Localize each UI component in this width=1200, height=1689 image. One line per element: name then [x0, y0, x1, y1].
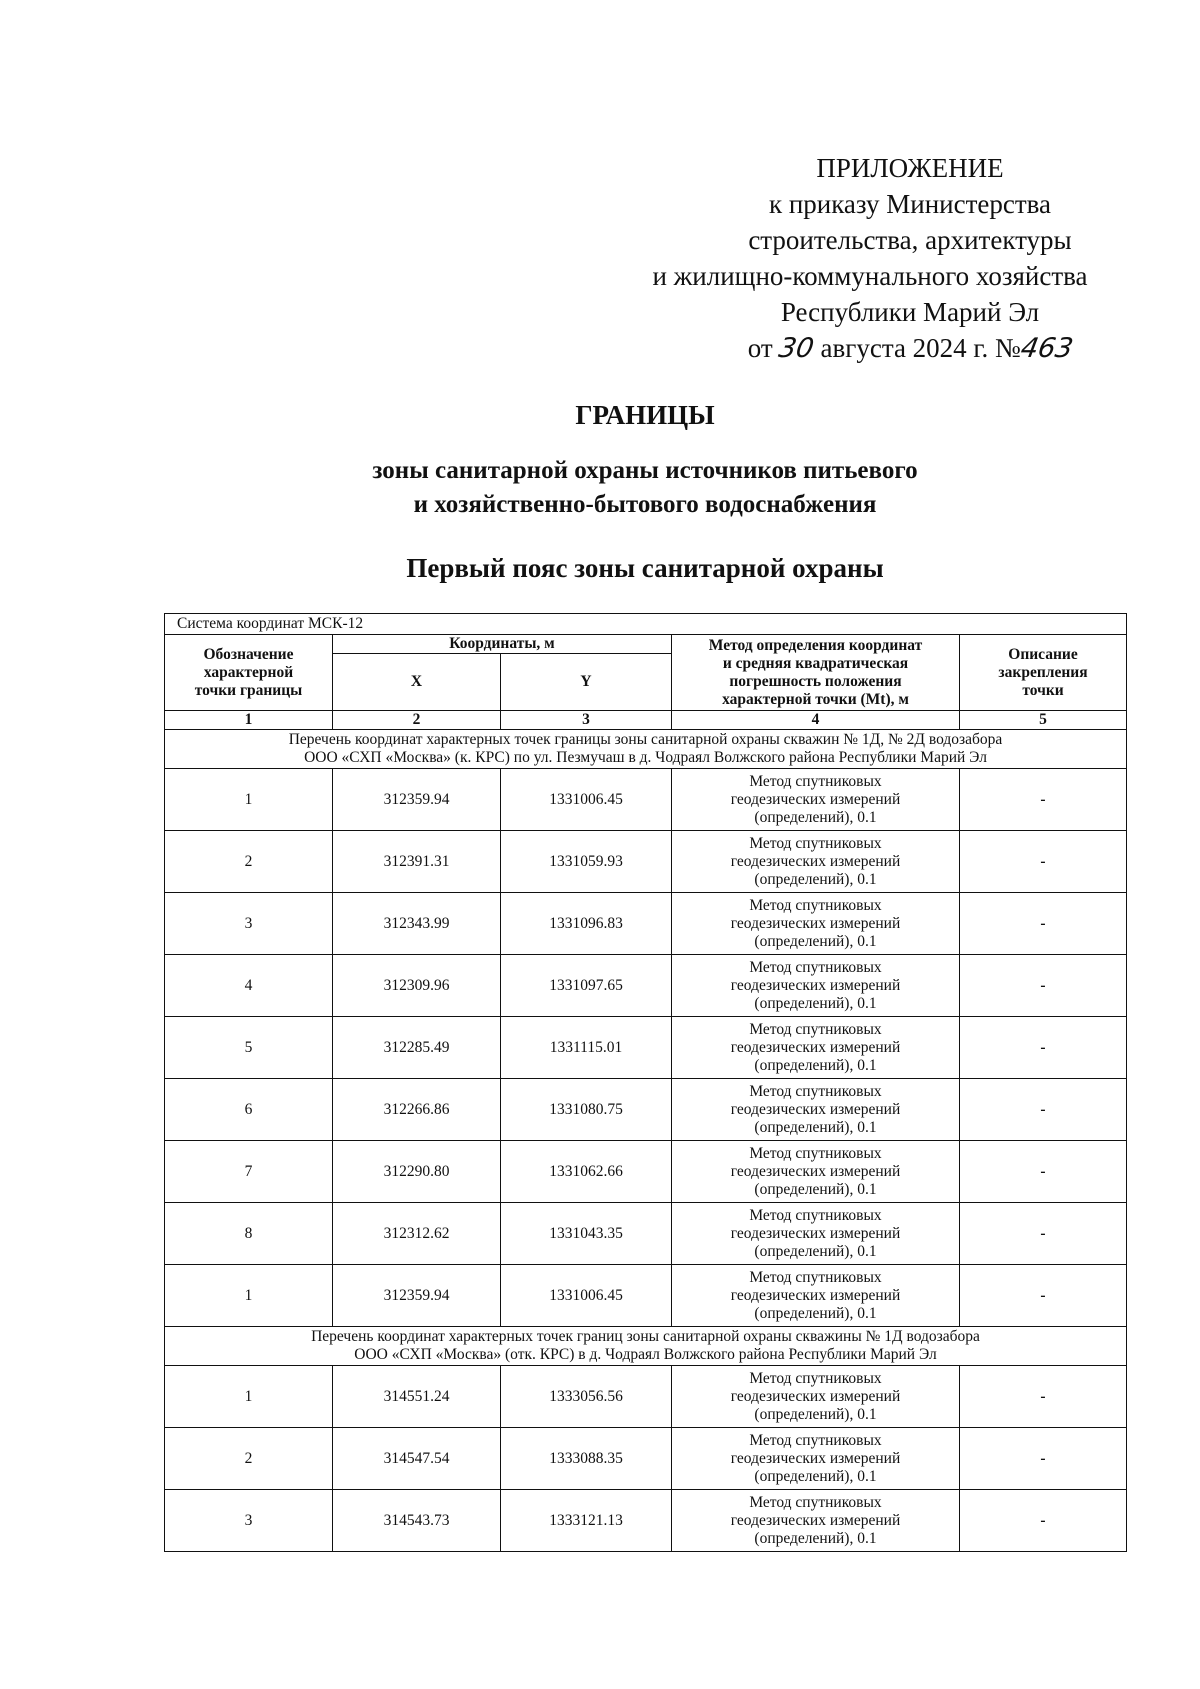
x-coordinate-cell: 312359.94: [333, 1265, 501, 1327]
description-cell: -: [960, 769, 1127, 831]
method-line: (определений), 0.1: [754, 1405, 877, 1423]
header-point-line-1: Обозначение: [203, 645, 294, 663]
column-number-5: 5: [960, 711, 1127, 730]
description-cell: -: [960, 1079, 1127, 1141]
header-x: X: [333, 654, 501, 711]
document-title: ГРАНИЦЫ: [575, 400, 715, 430]
x-coordinate-cell: 312312.62: [333, 1203, 501, 1265]
column-number-3: 3: [501, 711, 672, 730]
method-line: геодезических измерений: [730, 1387, 901, 1405]
method-cell: [672, 893, 960, 955]
method-line: Метод спутниковых: [749, 1144, 882, 1162]
method-line: Метод спутниковых: [749, 1082, 882, 1100]
description-cell: -: [960, 955, 1127, 1017]
method-line: геодезических измерений: [730, 1162, 901, 1180]
column-number-1: 1: [165, 711, 333, 730]
method-cell: [672, 955, 960, 1017]
method-line: (определений), 0.1: [754, 1056, 877, 1074]
header-point: [165, 635, 333, 711]
x-coordinate-cell: 312290.80: [333, 1141, 501, 1203]
table-row: [165, 1428, 1127, 1490]
annex-block: [600, 150, 1140, 367]
annex-day-handwritten: 30: [776, 333, 817, 364]
method-line: Метод спутниковых: [749, 1431, 882, 1449]
method-line: (определений), 0.1: [754, 1242, 877, 1260]
y-coordinate-cell: 1331096.83: [501, 893, 672, 955]
method-line: геодезических измерений: [730, 1449, 901, 1467]
method-cell: [672, 1141, 960, 1203]
method-cell: [672, 1017, 960, 1079]
section1-title-line-1: Перечень координат характерных точек границы зоны санитарной охраны скважин № 1Д, № 2Д водозабора: [288, 731, 1003, 748]
table-row: [165, 769, 1127, 831]
point-number-cell: 3: [165, 1490, 333, 1552]
x-coordinate-cell: 312359.94: [333, 769, 501, 831]
y-coordinate-cell: 1331059.93: [501, 831, 672, 893]
method-line: (определений), 0.1: [754, 1467, 877, 1485]
section1-title-row: [165, 730, 1127, 769]
method-line: геодезических измерений: [730, 1100, 901, 1118]
method-line: Метод спутниковых: [749, 834, 882, 852]
table-row: [165, 1079, 1127, 1141]
y-coordinate-cell: 1331043.35: [501, 1203, 672, 1265]
method-line: Метод спутниковых: [749, 1493, 882, 1511]
subtitle-line-2: и хозяйственно-бытового водоснабжения: [413, 491, 877, 518]
method-line: (определений), 0.1: [754, 1180, 877, 1198]
method-cell: [672, 831, 960, 893]
x-coordinate-cell: 312309.96: [333, 955, 501, 1017]
method-line: (определений), 0.1: [754, 870, 877, 888]
method-line: (определений), 0.1: [754, 1118, 877, 1136]
description-cell: -: [960, 1265, 1127, 1327]
method-line: геодезических измерений: [730, 1511, 901, 1529]
annex-line-2: строительства, архитектуры: [748, 225, 1072, 255]
description-cell: -: [960, 1017, 1127, 1079]
method-line: Метод спутниковых: [749, 896, 882, 914]
document-subtitle: [150, 454, 1140, 522]
x-coordinate-cell: 314551.24: [333, 1366, 501, 1428]
description-cell: -: [960, 831, 1127, 893]
method-line: геодезических измерений: [730, 852, 901, 870]
y-coordinate-cell: 1333121.13: [501, 1490, 672, 1552]
table-row: [165, 1265, 1127, 1327]
method-line: Метод спутниковых: [749, 1020, 882, 1038]
subtitle-line-1: зоны санитарной охраны источников питьевого: [372, 457, 918, 484]
description-cell: -: [960, 1203, 1127, 1265]
annex-date-line: [600, 330, 1140, 367]
method-cell: [672, 1428, 960, 1490]
system-row: [165, 614, 1127, 635]
y-coordinate-cell: 1333056.56: [501, 1366, 672, 1428]
column-number-4: 4: [672, 711, 960, 730]
annex-date-prefix: от: [747, 333, 773, 363]
point-number-cell: 2: [165, 831, 333, 893]
point-number-cell: 3: [165, 893, 333, 955]
y-coordinate-cell: 1331006.45: [501, 1265, 672, 1327]
annex-heading: ПРИЛОЖЕНИЕ: [816, 153, 1004, 183]
header-y: Y: [501, 654, 672, 711]
x-coordinate-cell: 312266.86: [333, 1079, 501, 1141]
column-number-2: 2: [333, 711, 501, 730]
method-line: Метод спутниковых: [749, 1206, 882, 1224]
method-line: (определений), 0.1: [754, 1529, 877, 1547]
belt-title: Первый пояс зоны санитарной охраны: [406, 553, 884, 583]
header-description-line-1: Описание: [1008, 645, 1078, 663]
table-row: [165, 1366, 1127, 1428]
section2-title-line-2: ООО «СХП «Москва» (отк. КРС) в д. Чодраял Волжского района Республики Марий Эл: [354, 1346, 937, 1363]
method-line: (определений), 0.1: [754, 994, 877, 1012]
method-line: (определений), 0.1: [754, 1304, 877, 1322]
method-cell: [672, 769, 960, 831]
y-coordinate-cell: 1331006.45: [501, 769, 672, 831]
header-description-line-3: точки: [1022, 681, 1064, 699]
header-description-line-2: закрепления: [998, 663, 1088, 681]
point-number-cell: 7: [165, 1141, 333, 1203]
table-row: [165, 1141, 1127, 1203]
annex-number-handwritten: 463: [1018, 333, 1076, 364]
method-line: геодезических измерений: [730, 790, 901, 808]
description-cell: -: [960, 1141, 1127, 1203]
point-number-cell: 1: [165, 769, 333, 831]
method-line: (определений), 0.1: [754, 808, 877, 826]
x-coordinate-cell: 314547.54: [333, 1428, 501, 1490]
method-line: Метод спутниковых: [749, 772, 882, 790]
point-number-cell: 1: [165, 1265, 333, 1327]
section1-title: [165, 730, 1127, 769]
table-row: [165, 893, 1127, 955]
section2-title-row: [165, 1327, 1127, 1366]
table-row: [165, 831, 1127, 893]
y-coordinate-cell: 1331097.65: [501, 955, 672, 1017]
method-line: геодезических измерений: [730, 914, 901, 932]
point-number-cell: 2: [165, 1428, 333, 1490]
method-line: геодезических измерений: [730, 1224, 901, 1242]
method-cell: [672, 1079, 960, 1141]
x-coordinate-cell: 312391.31: [333, 831, 501, 893]
point-number-cell: 6: [165, 1079, 333, 1141]
section2-title: [165, 1327, 1127, 1366]
annex-date-middle: августа 2024 г. №: [820, 333, 1021, 363]
table-row: [165, 1017, 1127, 1079]
method-line: геодезических измерений: [730, 1286, 901, 1304]
description-cell: -: [960, 893, 1127, 955]
section2-title-line-1: Перечень координат характерных точек границ зоны санитарной охраны скважины № 1Д водозабора: [311, 1328, 980, 1345]
annex-line-4: Республики Марий Эл: [780, 297, 1040, 327]
header-method: [672, 635, 960, 711]
method-cell: [672, 1203, 960, 1265]
y-coordinate-cell: 1333088.35: [501, 1428, 672, 1490]
annex-line-1: к приказу Министерства: [768, 189, 1052, 219]
coordinate-system-label: Система координат МСК-12: [165, 614, 1127, 635]
method-line: геодезических измерений: [730, 976, 901, 994]
method-cell: [672, 1366, 960, 1428]
header-method-line-2: и средняя квадратическая: [722, 654, 909, 672]
x-coordinate-cell: 312343.99: [333, 893, 501, 955]
header-description: [960, 635, 1127, 711]
method-line: Метод спутниковых: [749, 1268, 882, 1286]
x-coordinate-cell: 314543.73: [333, 1490, 501, 1552]
point-number-cell: 1: [165, 1366, 333, 1428]
header-coordinates: Координаты, м: [333, 635, 672, 654]
y-coordinate-cell: 1331062.66: [501, 1141, 672, 1203]
point-number-cell: 5: [165, 1017, 333, 1079]
description-cell: -: [960, 1428, 1127, 1490]
y-coordinate-cell: 1331115.01: [501, 1017, 672, 1079]
table-row: [165, 1490, 1127, 1552]
table-row: [165, 1203, 1127, 1265]
method-line: Метод спутниковых: [749, 1369, 882, 1387]
method-line: геодезических измерений: [730, 1038, 901, 1056]
header-method-line-4: характерной точки (Mt), м: [722, 690, 909, 708]
header-point-line-3: точки границы: [194, 681, 303, 699]
column-number-row: [165, 711, 1127, 730]
annex-line-3: и жилищно-коммунального хозяйства: [652, 261, 1088, 291]
point-number-cell: 8: [165, 1203, 333, 1265]
description-cell: -: [960, 1490, 1127, 1552]
method-cell: [672, 1265, 960, 1327]
table-row: [165, 955, 1127, 1017]
header-method-line-3: погрешность положения: [729, 672, 902, 690]
coordinates-table: [164, 613, 1127, 1552]
header-point-line-2: характерной: [203, 663, 294, 681]
header-method-line-1: Метод определения координат: [708, 636, 923, 654]
x-coordinate-cell: 312285.49: [333, 1017, 501, 1079]
method-line: (определений), 0.1: [754, 932, 877, 950]
method-cell: [672, 1490, 960, 1552]
method-line: Метод спутниковых: [749, 958, 882, 976]
header-row-1: [165, 635, 1127, 654]
point-number-cell: 4: [165, 955, 333, 1017]
description-cell: -: [960, 1366, 1127, 1428]
section1-title-line-2: ООО «СХП «Москва» (к. КРС) по ул. Пезмучаш в д. Чодраял Волжского района Республики Марий Эл: [304, 749, 987, 766]
y-coordinate-cell: 1331080.75: [501, 1079, 672, 1141]
